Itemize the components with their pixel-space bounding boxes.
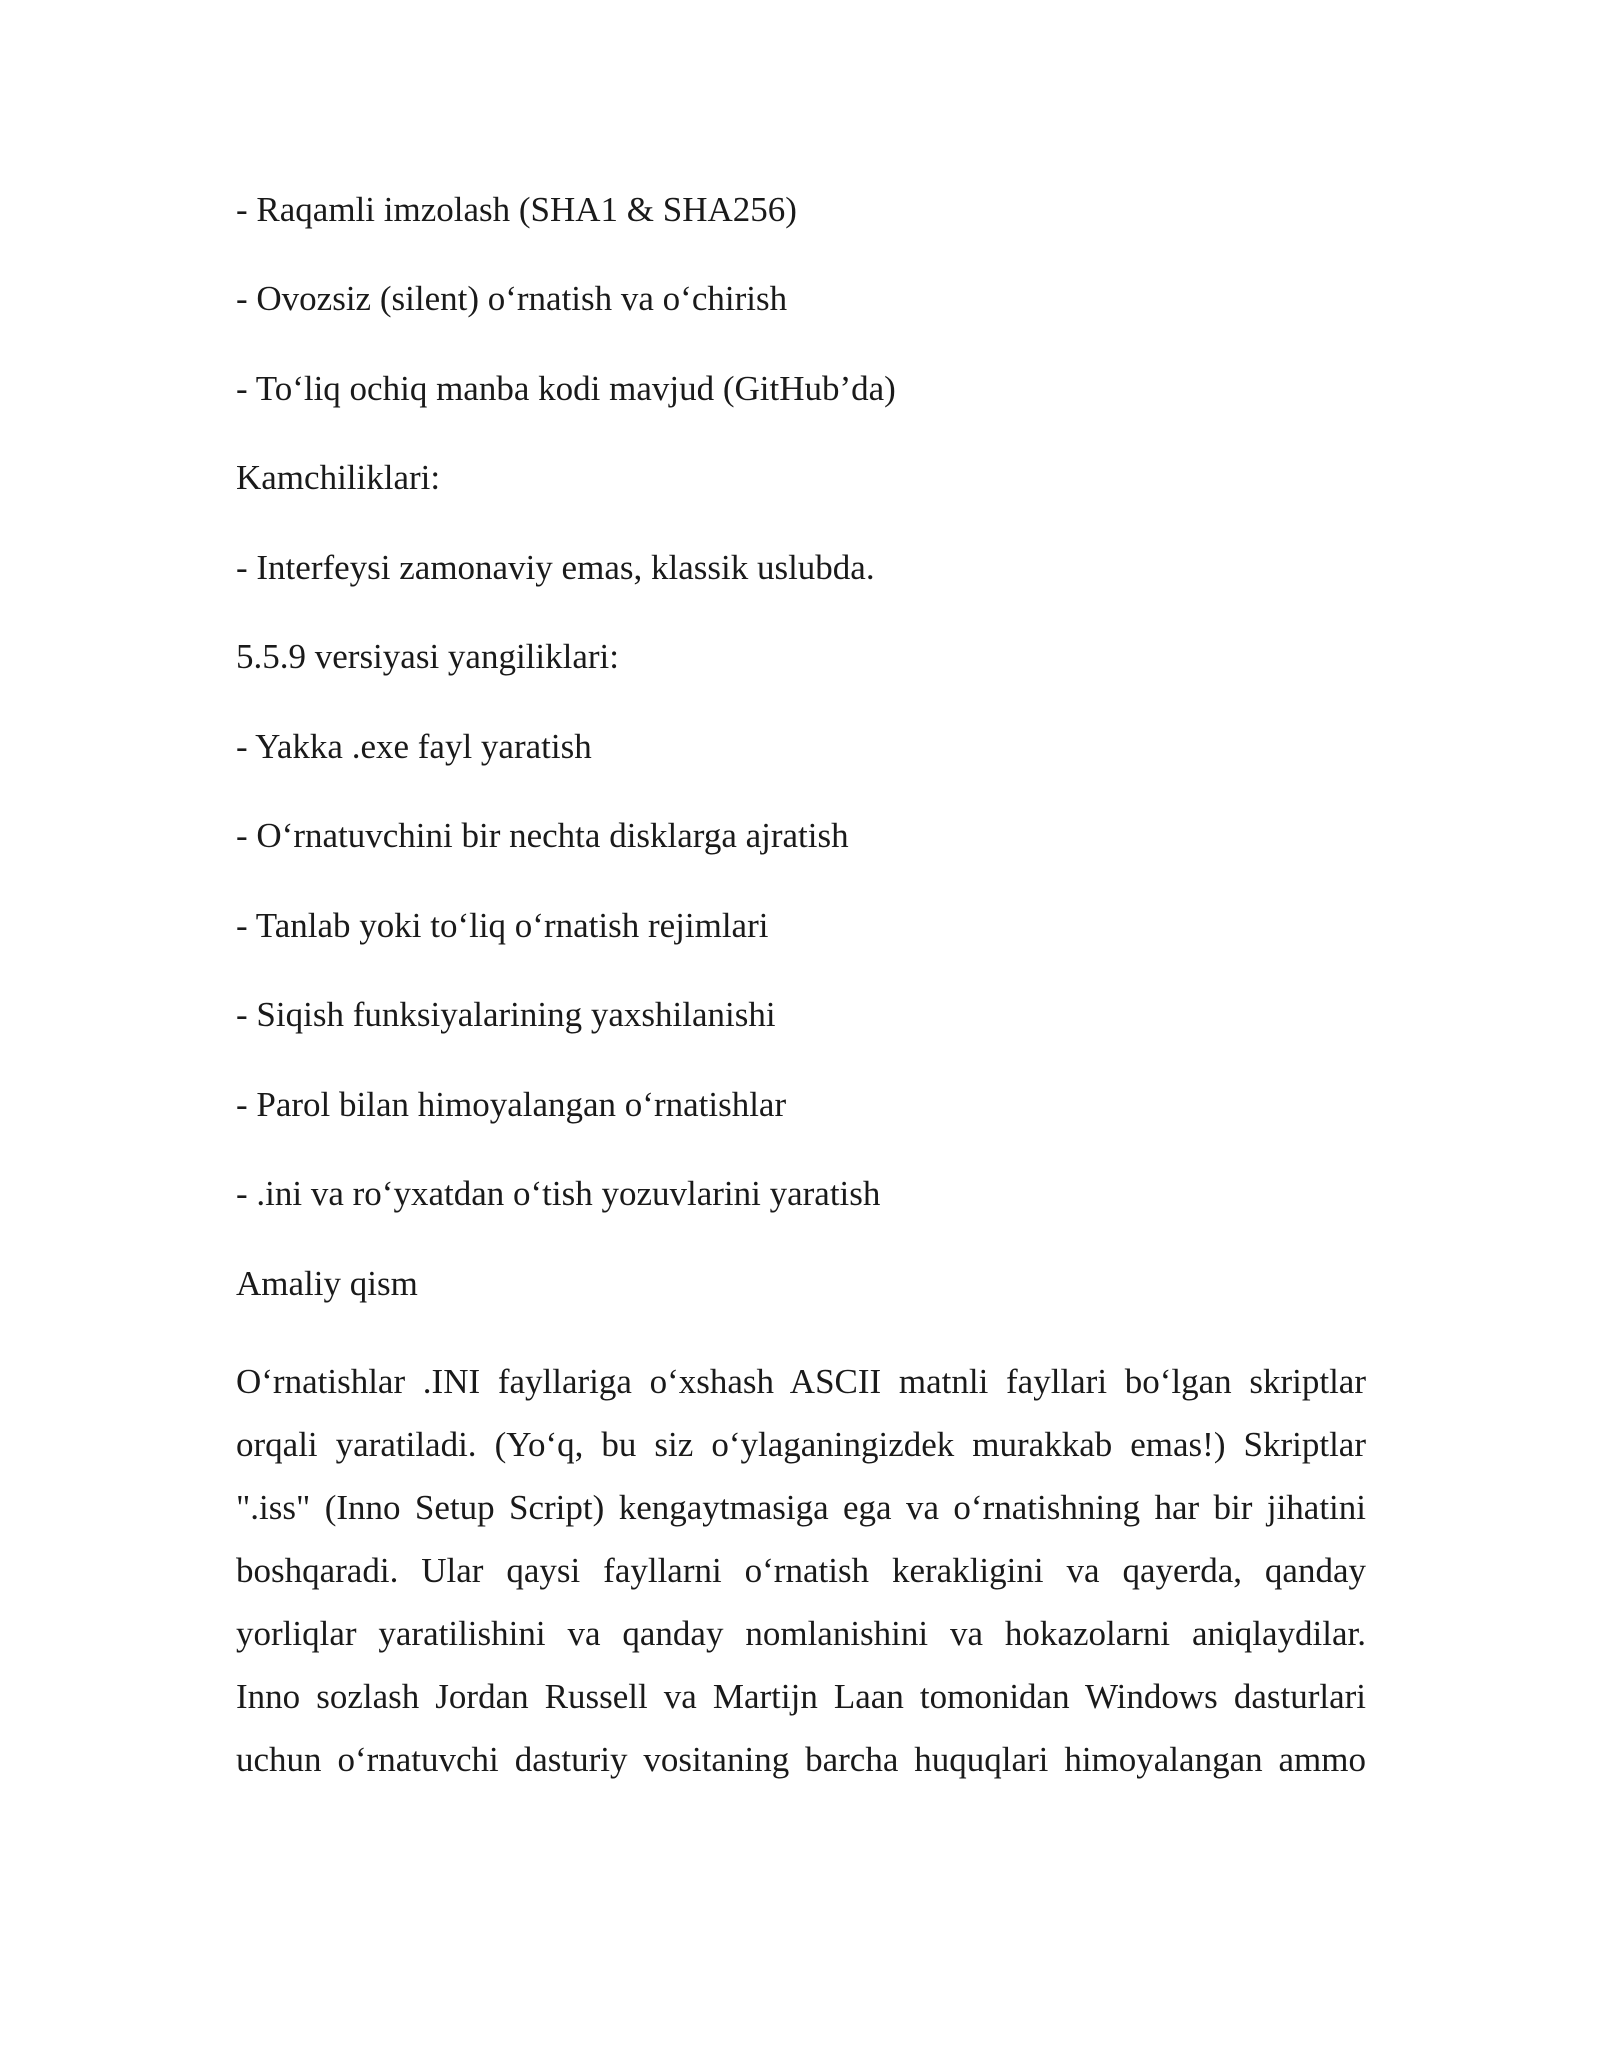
list-item-single-exe: - Yakka .exe fayl yaratish (236, 727, 592, 766)
section-heading-version-news: 5.5.9 versiyasi yangiliklari: (236, 637, 619, 676)
body-paragraph (236, 1350, 1366, 1791)
list-item-disk-spanning: - O‘rnatuvchini bir nechta disklarga ajratish (236, 816, 849, 855)
list-item-password: - Parol bilan himoyalangan o‘rnatishlar (236, 1085, 787, 1124)
paragraph-line: uchun o‘rnatuvchi dasturiy vositaning barcha huquqlari himoyalangan ammo (236, 1740, 1366, 1779)
paragraph-line: Inno sozlash Jordan Russell va Martijn Laan tomonidan Windows dasturlari (236, 1677, 1366, 1716)
list-item-compression: - Siqish funksiyalarining yaxshilanishi (236, 995, 776, 1034)
paragraph-line: O‘rnatishlar .INI fayllariga o‘xshash ASCII matnli fayllari bo‘lgan skriptlar (236, 1362, 1366, 1401)
section-heading-practical: Amaliy qism (236, 1264, 418, 1303)
list-item-open-source: - To‘liq ochiq manba kodi mavjud (GitHub’da) (236, 369, 896, 408)
list-item-digital-signing: - Raqamli imzolash (SHA1 & SHA256) (236, 190, 797, 229)
list-item-ini-registry: - .ini va ro‘yxatdan o‘tish yozuvlarini yaratish (236, 1174, 881, 1213)
list-item-interface: - Interfeysi zamonaviy emas, klassik uslubda. (236, 548, 875, 587)
paragraph-line: orqali yaratiladi. (Yo‘q, bu siz o‘ylaganingizdek murakkab emas!) Skriptlar (236, 1425, 1366, 1464)
list-item-install-modes: - Tanlab yoki to‘liq o‘rnatish rejimlari (236, 906, 769, 945)
section-heading-disadvantages: Kamchiliklari: (236, 458, 441, 497)
paragraph-line: ".iss" (Inno Setup Script) kengaytmasiga ega va o‘rnatishning har bir jihatini (236, 1488, 1366, 1527)
list-item-silent-install: - Ovozsiz (silent) o‘rnatish va o‘chirish (236, 279, 788, 318)
paragraph-line: yorliqlar yaratilishini va qanday nomlanishini va hokazolarni aniqlaydilar. (236, 1614, 1366, 1653)
paragraph-line: boshqaradi. Ular qaysi fayllarni o‘rnatish kerakligini va qayerda, qanday (236, 1551, 1366, 1590)
